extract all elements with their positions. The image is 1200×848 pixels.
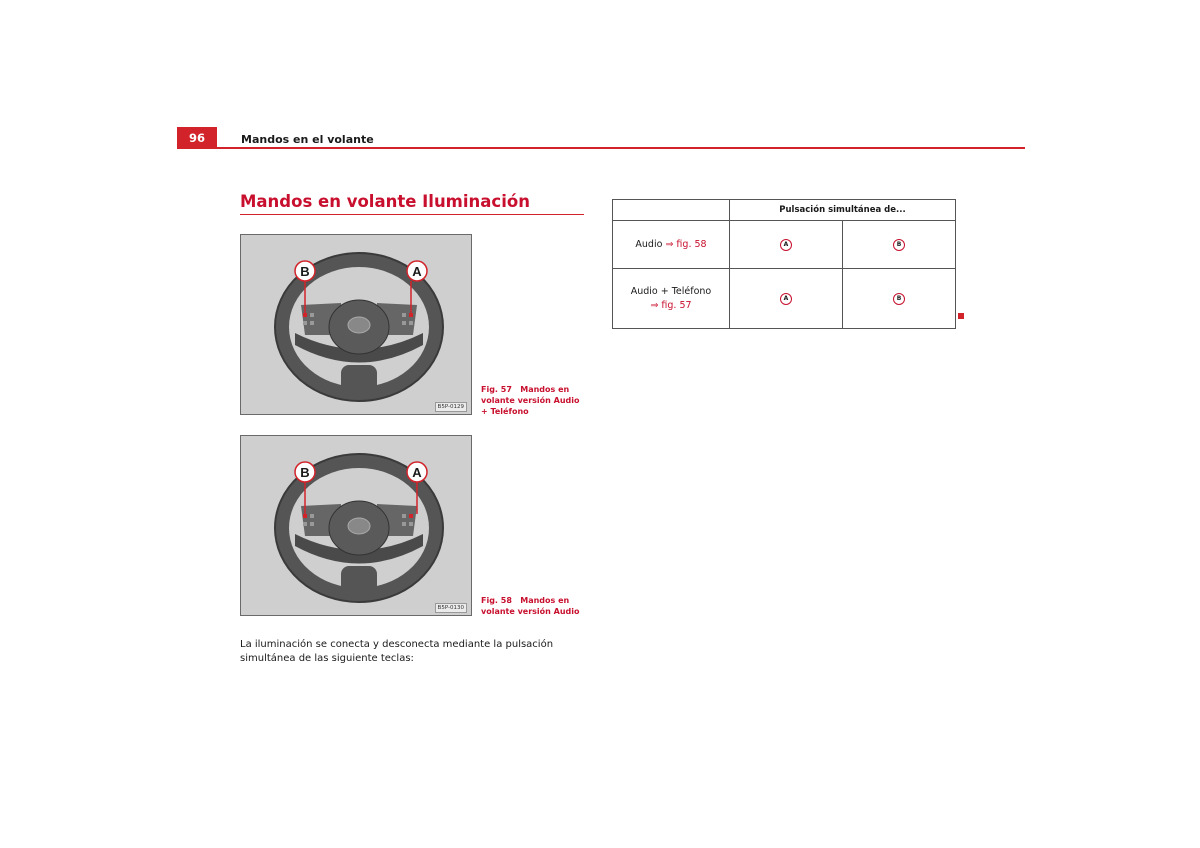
button-cell [730, 269, 843, 329]
header-divider [177, 147, 1025, 149]
figure-reference-link[interactable]: ⇒ fig. 57 [650, 299, 692, 311]
table-row [613, 221, 956, 269]
button-a-icon: A [780, 239, 792, 251]
section-title: Mandos en volante Iluminación [240, 192, 530, 211]
chapter-title: Mandos en el volante [241, 133, 374, 146]
end-of-section-marker [958, 313, 964, 319]
button-a-icon: A [780, 293, 792, 305]
label-a: A [412, 465, 422, 480]
row-label-cell [613, 221, 730, 269]
simultaneous-press-table [612, 199, 956, 329]
table-header-row [613, 200, 956, 221]
empty-header-cell [613, 200, 730, 221]
body-paragraph: La iluminación se conecta y desconecta mediante la pulsación simultánea de las siguiente teclas: [240, 639, 554, 664]
steering-wheel-illustration [241, 436, 471, 615]
row-label: Audio [635, 238, 663, 250]
row-label-cell [613, 269, 730, 329]
row-label: Audio + Teléfono [630, 285, 712, 297]
section-divider [240, 214, 584, 215]
table-row [613, 269, 956, 329]
table-header: Pulsación simultánea de... [730, 200, 956, 221]
button-b-icon: B [893, 239, 905, 251]
caption-prefix: Fig. 57 [481, 385, 512, 394]
page-number: 96 [177, 127, 217, 148]
figure-58-steering-wheel [240, 435, 472, 616]
button-cell [843, 221, 956, 269]
figure-code: B5P-0129 [435, 402, 467, 412]
caption-prefix: Fig. 58 [481, 596, 512, 605]
label-a: A [412, 264, 422, 279]
button-cell [730, 221, 843, 269]
caption-text: Mandos en volante versión Audio + Teléfono [481, 385, 580, 416]
button-cell [843, 269, 956, 329]
figure-reference-link[interactable]: ⇒ fig. 58 [665, 238, 707, 250]
caption-text: Mandos en volante versión Audio [481, 596, 580, 616]
label-b: B [300, 465, 310, 480]
button-b-icon: B [893, 293, 905, 305]
steering-wheel-illustration [241, 235, 471, 414]
label-b: B [300, 264, 310, 279]
figure-57-steering-wheel [240, 234, 472, 415]
figure-code: B5P-0130 [435, 603, 467, 613]
figure-57-caption [481, 384, 581, 417]
figure-58-caption [481, 595, 581, 617]
